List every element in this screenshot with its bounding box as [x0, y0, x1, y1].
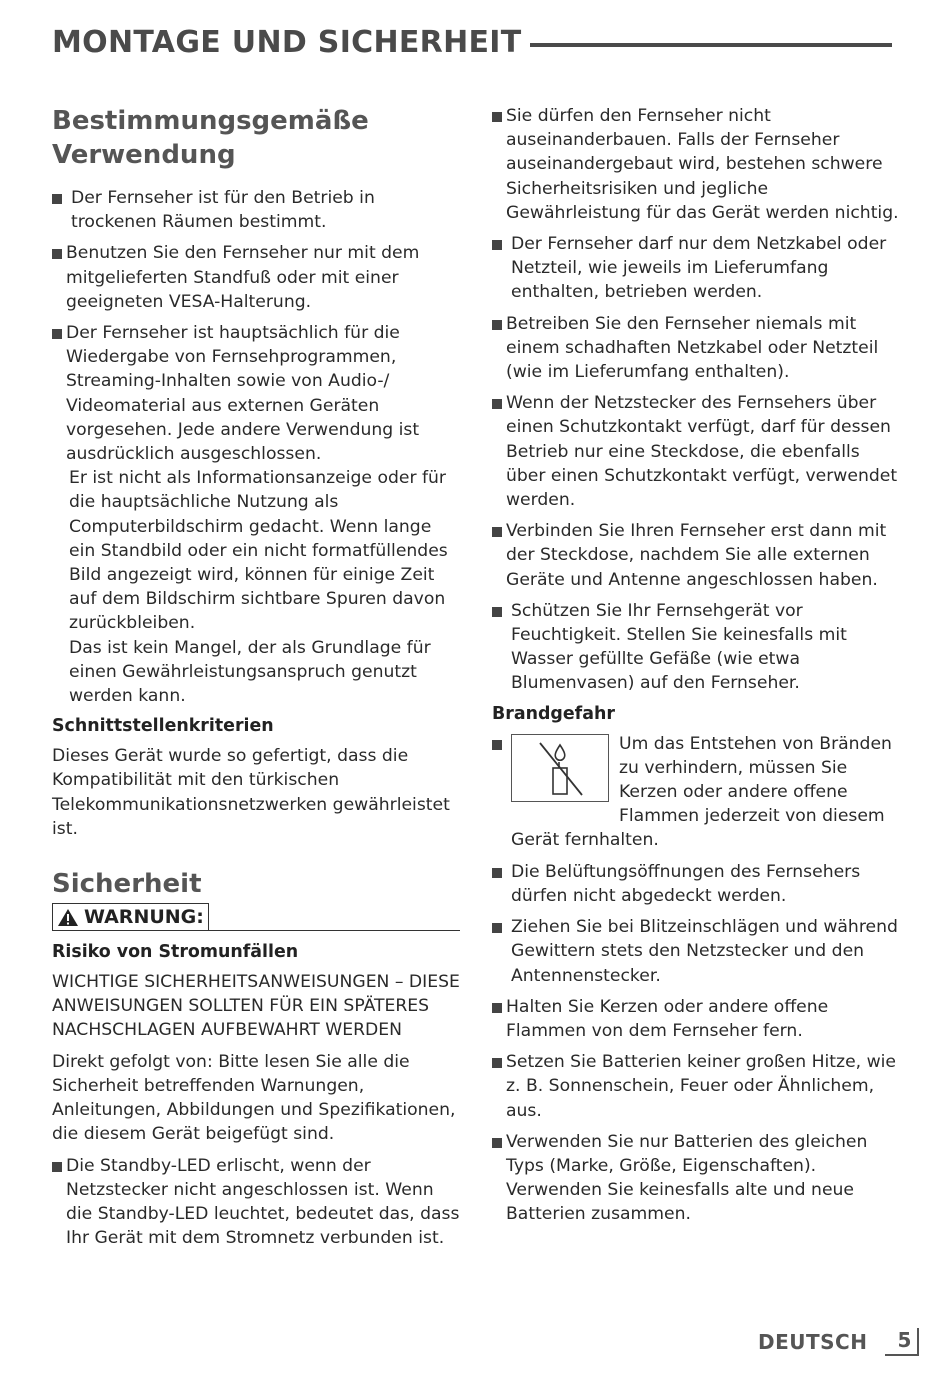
square-bullet-icon: [52, 249, 62, 259]
no-candle-icon: [511, 734, 609, 802]
bullet-text: Halten Sie Kerzen oder andere offene Flammen von dem Fernseher fern.: [506, 996, 829, 1041]
list-item: [52, 241, 460, 314]
square-bullet-icon: [492, 399, 502, 409]
list-item: [492, 995, 902, 1043]
bullet-text: Um das Entstehen von Bränden zu verhindern, müssen Sie Kerzen oder andere offene Flammen jederzeit von diesem Gerät fernhalten.: [511, 733, 892, 851]
page-header: [52, 20, 892, 64]
safety-heading: Sicherheit: [52, 869, 202, 900]
list-item: [492, 391, 902, 512]
list-item: [492, 1050, 902, 1123]
bullet-text: Sie dürfen den Fernseher nicht auseinanderbauen. Falls der Fernseher auseinandergebaut wird, bestehen schwere Sicherheitsrisiken und jegliche Gewährleistung für das Gerät werden nichtig.: [506, 106, 899, 223]
important-instructions: WICHTIGE SICHERHEITSANWEISUNGEN – DIESE ANWEISUNGEN SOLLTEN FÜR EIN SPÄTERES NACHSCHLAGEN AUFBEWAHRT WERDEN: [52, 972, 460, 1041]
page-number: 5: [885, 1328, 919, 1356]
list-item: [492, 599, 902, 696]
bullet-text: Benutzen Sie den Fernseher nur mit dem mitgelieferten Standfuß oder mit einer geeigneten VESA-Halterung.: [66, 243, 420, 312]
square-bullet-icon: [492, 740, 502, 750]
usage-continuation-1: Er ist nicht als Informationsanzeige oder für die hauptsächliche Nutzung als Computerbildschirm gedacht. Wenn lange ein Standbild oder ein nicht formatfüllendes Bild angezeigt wird, können für einige Zeit auf dem Bildschirm sichtbare Spuren davon zurückbleiben.: [69, 468, 448, 634]
bullet-text: Der Fernseher darf nur dem Netzkabel oder Netzteil, wie jeweils im Lieferumfang enthalten, betrieben werden.: [511, 234, 887, 303]
square-bullet-icon: [492, 1058, 502, 1068]
bullet-text: Betreiben Sie den Fernseher niemals mit einem schadhaften Netzkabel oder Netzteil (wie im Lieferumfang enthalten).: [506, 313, 879, 383]
bullet-text: Schützen Sie Ihr Fernsehgerät vor Feuchtigkeit. Stellen Sie keinesfalls mit Wasser gefüllte Gefäße (wie etwa Blumenvasen) auf den Fernseher.: [511, 600, 847, 694]
usage-continuation-2: Das ist kein Mangel, der als Grundlage für einen Gewährleistungsanspruch genutzt werden kann.: [69, 637, 431, 707]
bullet-text: Ziehen Sie bei Blitzeinschlägen und während Gewittern stets den Netzstecker und den Antennenstecker.: [511, 917, 898, 986]
fire-heading: Brandgefahr: [492, 703, 615, 724]
interface-heading: Schnittstellenkriterien: [52, 716, 274, 737]
square-bullet-icon: [52, 1162, 62, 1172]
bullet-text: Die Belüftungsöffnungen des Fernsehers dürfen nicht abgedeckt werden.: [511, 861, 861, 906]
left-column: [52, 104, 460, 1257]
square-bullet-icon: [492, 607, 502, 617]
bullet-text: Der Fernseher ist für den Betrieb in trockenen Räumen bestimmt.: [71, 188, 375, 233]
usage-heading: [52, 104, 460, 172]
interface-text: Dieses Gerät wurde so gefertigt, dass die Kompatibilität mit den türkischen Telekommunikationsnetzwerken gewährleistet ist.: [52, 746, 450, 839]
square-bullet-icon: [492, 923, 502, 933]
bullet-text: Der Fernseher ist hauptsächlich für die Wiedergabe von Fernsehprogrammen, Streaming-Inhalten sowie von Audio-/ Videomaterial aus externen Geräten vorgesehen. Jede andere Verwendung ist ausdrücklich ausgeschlossen.: [66, 323, 420, 465]
page-title: MONTAGE UND SICHERHEIT: [52, 24, 522, 60]
usage-heading-line-1: Bestimmungsgemäße: [52, 106, 369, 136]
list-item: [52, 321, 460, 466]
list-item: [492, 519, 902, 592]
list-item: [492, 732, 902, 853]
usage-heading-line-2: Verwendung: [52, 140, 236, 170]
warning-triangle-icon: [57, 908, 79, 927]
footer-language: DEUTSCH: [758, 1330, 868, 1354]
followed-text: Direkt gefolgt von: Bitte lesen Sie alle die Sicherheit betreffenden Warnungen, Anleitungen, Abbildungen und Spezifikationen, die diesem Gerät beigefügt sind.: [52, 1051, 456, 1145]
square-bullet-icon: [492, 1138, 502, 1148]
bullet-text: Wenn der Netzstecker des Fernsehers über einen Schutzkontakt verfügt, darf für dessen Betrieb nur eine Steckdose, die ebenfalls über einen Schutzkontakt verfügt, verwendet werden.: [506, 393, 898, 511]
list-item: [52, 186, 460, 234]
warning-rule: [209, 930, 460, 931]
square-bullet-icon: [52, 329, 62, 339]
header-rule: [530, 43, 892, 47]
list-item: [492, 104, 902, 225]
list-item: [492, 312, 902, 385]
list-item: [492, 860, 902, 908]
square-bullet-icon: [52, 194, 62, 204]
bullet-text: Die Standby-LED erlischt, wenn der Netzstecker nicht angeschlossen ist. Wenn die Standby-LED leuchtet, bedeutet das, dass Ihr Gerät mit dem Stromnetz verbunden ist.: [66, 1155, 460, 1249]
list-item: [492, 232, 902, 305]
shock-heading: Risiko von Stromunfällen: [52, 942, 299, 963]
square-bullet-icon: [492, 527, 502, 537]
square-bullet-icon: [492, 1003, 502, 1013]
list-item: [492, 915, 902, 988]
right-column: [492, 104, 902, 1234]
warning-banner: [52, 903, 460, 931]
list-item: [492, 1130, 902, 1227]
warning-text: WARNUNG:: [84, 906, 204, 929]
square-bullet-icon: [492, 240, 502, 250]
square-bullet-icon: [492, 320, 502, 330]
list-item: [52, 1154, 460, 1251]
square-bullet-icon: [492, 112, 502, 122]
page-footer: [758, 1328, 919, 1356]
bullet-text: Verwenden Sie nur Batterien des gleichen Typs (Marke, Größe, Eigenschaften). Verwenden Sie keinesfalls alte und neue Batterien zusammen.: [506, 1131, 868, 1225]
bullet-text: Setzen Sie Batterien keiner großen Hitze, wie z. B. Sonnenschein, Feuer oder Ähnlichem, aus.: [506, 1052, 896, 1121]
warning-label: [52, 903, 209, 931]
square-bullet-icon: [492, 868, 502, 878]
bullet-text: Verbinden Sie Ihren Fernseher erst dann mit der Steckdose, nachdem Sie alle externen Geräte und Antenne angeschlossen haben.: [506, 521, 887, 590]
